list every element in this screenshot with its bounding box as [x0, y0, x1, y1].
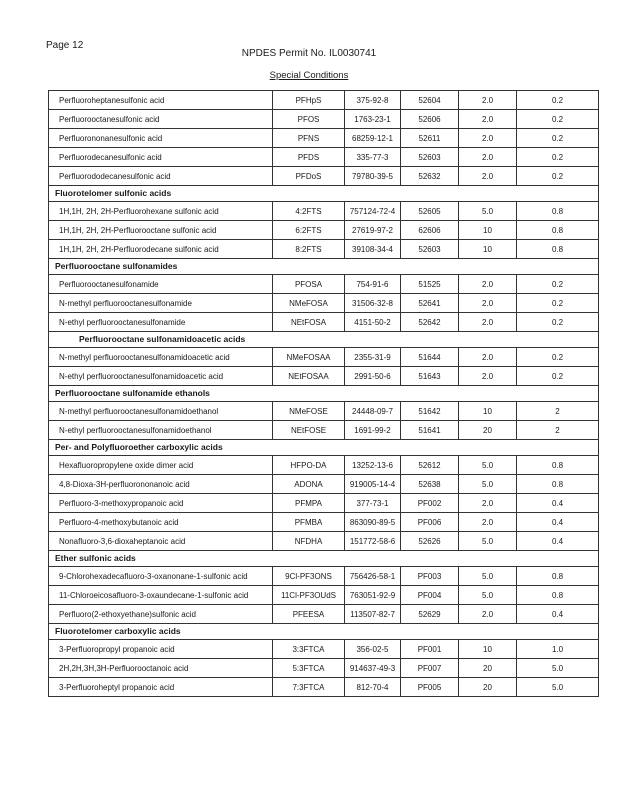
compound-name: Hexafluoropropylene oxide dimer acid [49, 456, 273, 475]
parameters-table [48, 90, 599, 697]
limit-value-2: 0.8 [517, 586, 599, 605]
compound-abbreviation: PFOSA [273, 275, 345, 294]
table-row [49, 129, 599, 148]
storet-code: 52603 [401, 148, 459, 167]
table-row [49, 475, 599, 494]
cas-number: 2355-31-9 [345, 348, 401, 367]
table-row [49, 402, 599, 421]
compound-name: N-ethyl perfluorooctanesulfonamide [49, 313, 273, 332]
compound-name: Perfluorododecanesulfonic acid [49, 167, 273, 186]
table-row [49, 586, 599, 605]
compound-abbreviation: 6:2FTS [273, 221, 345, 240]
table-section-header [49, 386, 599, 402]
cas-number: 335-77-3 [345, 148, 401, 167]
cas-number: 1763-23-1 [345, 110, 401, 129]
storet-code: 52606 [401, 110, 459, 129]
table-row [49, 313, 599, 332]
limit-value-2: 0.4 [517, 513, 599, 532]
table-row [49, 640, 599, 659]
compound-name: 2H,2H,3H,3H-Perfluorooctanoic acid [49, 659, 273, 678]
compound-name: 1H,1H, 2H, 2H-Perfluorodecane sulfonic acid [49, 240, 273, 259]
cas-number: 4151-50-2 [345, 313, 401, 332]
compound-abbreviation: PFEESA [273, 605, 345, 624]
limit-value-1: 2.0 [459, 294, 517, 313]
limit-value-2: 2 [517, 402, 599, 421]
table-section-header [49, 332, 599, 348]
compound-name: Perfluoro-3-methoxypropanoic acid [49, 494, 273, 513]
compound-abbreviation: NMeFOSA [273, 294, 345, 313]
compound-abbreviation: NMeFOSAA [273, 348, 345, 367]
limit-value-2: 5.0 [517, 659, 599, 678]
compound-abbreviation: 8:2FTS [273, 240, 345, 259]
compound-abbreviation: PFDoS [273, 167, 345, 186]
limit-value-2: 1.0 [517, 640, 599, 659]
limit-value-2: 0.8 [517, 456, 599, 475]
compound-name: N-methyl perfluorooctanesulfonamidoethanol [49, 402, 273, 421]
section-title: Perfluorooctane sulfonamides [49, 259, 599, 275]
section-title: Perfluorooctane sulfonamidoacetic acids [49, 332, 599, 348]
cas-number: 31506-32-8 [345, 294, 401, 313]
table-row [49, 348, 599, 367]
table-row [49, 221, 599, 240]
limit-value-1: 2.0 [459, 275, 517, 294]
section-title: Perfluorooctane sulfonamide ethanols [49, 386, 599, 402]
cas-number: 39108-34-4 [345, 240, 401, 259]
storet-code: PF002 [401, 494, 459, 513]
limit-value-1: 2.0 [459, 605, 517, 624]
limit-value-2: 0.2 [517, 367, 599, 386]
cas-number: 356-02-5 [345, 640, 401, 659]
compound-name: Nonafluoro-3,6-dioxaheptanoic acid [49, 532, 273, 551]
limit-value-2: 0.8 [517, 202, 599, 221]
storet-code: 51644 [401, 348, 459, 367]
compound-abbreviation: 4:2FTS [273, 202, 345, 221]
table-row [49, 240, 599, 259]
limit-value-2: 0.2 [517, 148, 599, 167]
cas-number: 113507-82-7 [345, 605, 401, 624]
section-subtitle: Special Conditions [269, 70, 349, 81]
table-row [49, 659, 599, 678]
table-body [49, 91, 599, 697]
compound-abbreviation: PFDS [273, 148, 345, 167]
limit-value-2: 0.2 [517, 275, 599, 294]
cas-number: 757124-72-4 [345, 202, 401, 221]
storet-code: 52629 [401, 605, 459, 624]
storet-code: 51642 [401, 402, 459, 421]
table-section-header [49, 551, 599, 567]
table-row [49, 532, 599, 551]
compound-abbreviation: PFOS [273, 110, 345, 129]
limit-value-2: 0.2 [517, 110, 599, 129]
compound-abbreviation: NMeFOSE [273, 402, 345, 421]
compound-name: N-ethyl perfluorooctanesulfonamidoacetic acid [49, 367, 273, 386]
cas-number: 377-73-1 [345, 494, 401, 513]
cas-number: 27619-97-2 [345, 221, 401, 240]
storet-code: PF006 [401, 513, 459, 532]
cas-number: 754-91-6 [345, 275, 401, 294]
table-row [49, 678, 599, 697]
cas-number: 756426-58-1 [345, 567, 401, 586]
limit-value-1: 2.0 [459, 148, 517, 167]
cas-number: 13252-13-6 [345, 456, 401, 475]
cas-number: 1691-99-2 [345, 421, 401, 440]
limit-value-1: 10 [459, 402, 517, 421]
storet-code: 52605 [401, 202, 459, 221]
storet-code: 51643 [401, 367, 459, 386]
table-row [49, 148, 599, 167]
table-row [49, 494, 599, 513]
compound-name: N-methyl perfluorooctanesulfonamide [49, 294, 273, 313]
compound-name: Perfluoro(2-ethoxyethane)sulfonic acid [49, 605, 273, 624]
table-row [49, 167, 599, 186]
limit-value-1: 2.0 [459, 513, 517, 532]
table-row [49, 110, 599, 129]
cas-number: 914637-49-3 [345, 659, 401, 678]
compound-name: Perfluorononanesulfonic acid [49, 129, 273, 148]
limit-value-2: 0.2 [517, 91, 599, 110]
storet-code: 52611 [401, 129, 459, 148]
limit-value-1: 2.0 [459, 110, 517, 129]
compound-abbreviation: 7:3FTCA [273, 678, 345, 697]
compound-abbreviation: 3:3FTCA [273, 640, 345, 659]
table-row [49, 567, 599, 586]
limit-value-1: 5.0 [459, 586, 517, 605]
table-row [49, 421, 599, 440]
table-row [49, 513, 599, 532]
table-section-header [49, 259, 599, 275]
table-section-header [49, 440, 599, 456]
storet-code: 52626 [401, 532, 459, 551]
cas-number: 151772-58-6 [345, 532, 401, 551]
limit-value-2: 0.2 [517, 294, 599, 313]
limit-value-1: 5.0 [459, 456, 517, 475]
limit-value-1: 2.0 [459, 129, 517, 148]
cas-number: 919005-14-4 [345, 475, 401, 494]
compound-abbreviation: NEtFOSAA [273, 367, 345, 386]
table-row [49, 605, 599, 624]
section-title: Ether sulfonic acids [49, 551, 599, 567]
storet-code: 52603 [401, 240, 459, 259]
limit-value-2: 2 [517, 421, 599, 440]
storet-code: 52632 [401, 167, 459, 186]
compound-name: 3-Perfluoroheptyl propanoic acid [49, 678, 273, 697]
compound-abbreviation: 9Cl-PF3ONS [273, 567, 345, 586]
limit-value-2: 0.4 [517, 605, 599, 624]
limit-value-1: 10 [459, 240, 517, 259]
compound-name: Perfluoro-4-methoxybutanoic acid [49, 513, 273, 532]
storet-code: 52612 [401, 456, 459, 475]
table-row [49, 367, 599, 386]
compound-name: Perfluoroheptanesulfonic acid [49, 91, 273, 110]
storet-code: 52604 [401, 91, 459, 110]
storet-code: 52642 [401, 313, 459, 332]
cas-number: 24448-09-7 [345, 402, 401, 421]
limit-value-1: 5.0 [459, 567, 517, 586]
table-row [49, 202, 599, 221]
compound-abbreviation: PFMPA [273, 494, 345, 513]
limit-value-1: 2.0 [459, 167, 517, 186]
compound-name: 3-Perfluoropropyl propanoic acid [49, 640, 273, 659]
table-row [49, 456, 599, 475]
limit-value-1: 5.0 [459, 475, 517, 494]
storet-code: 62606 [401, 221, 459, 240]
cas-number: 68259-12-1 [345, 129, 401, 148]
compound-abbreviation: 5:3FTCA [273, 659, 345, 678]
limit-value-1: 2.0 [459, 313, 517, 332]
storet-code: 52641 [401, 294, 459, 313]
storet-code: PF007 [401, 659, 459, 678]
compound-abbreviation: PFMBA [273, 513, 345, 532]
compound-name: 1H,1H, 2H, 2H-Perfluorooctane sulfonic acid [49, 221, 273, 240]
permit-number: NPDES Permit No. IL0030741 [241, 48, 377, 59]
section-title: Fluorotelomer sulfonic acids [49, 186, 599, 202]
cas-number: 812-70-4 [345, 678, 401, 697]
compound-abbreviation: NEtFOSE [273, 421, 345, 440]
limit-value-2: 0.8 [517, 221, 599, 240]
section-title: Per- and Polyfluoroether carboxylic acids [49, 440, 599, 456]
compound-abbreviation: NEtFOSA [273, 313, 345, 332]
limit-value-1: 10 [459, 221, 517, 240]
limit-value-1: 2.0 [459, 367, 517, 386]
compound-name: N-methyl perfluorooctanesulfonamidoacetic acid [49, 348, 273, 367]
storet-code: PF004 [401, 586, 459, 605]
limit-value-2: 0.4 [517, 532, 599, 551]
compound-abbreviation: HFPO-DA [273, 456, 345, 475]
compound-abbreviation: PFNS [273, 129, 345, 148]
limit-value-2: 0.2 [517, 313, 599, 332]
limit-value-2: 0.2 [517, 348, 599, 367]
limit-value-1: 20 [459, 678, 517, 697]
limit-value-1: 20 [459, 659, 517, 678]
storet-code: PF001 [401, 640, 459, 659]
compound-name: N-ethyl perfluorooctanesulfonamidoethanol [49, 421, 273, 440]
compound-name: 9-Chlorohexadecafluoro-3-oxanonane-1-sulfonic acid [49, 567, 273, 586]
limit-value-1: 10 [459, 640, 517, 659]
limit-value-1: 5.0 [459, 202, 517, 221]
compound-name: 1H,1H, 2H, 2H-Perfluorohexane sulfonic acid [49, 202, 273, 221]
compound-name: Perfluorooctanesulfonic acid [49, 110, 273, 129]
compound-abbreviation: PFHpS [273, 91, 345, 110]
storet-code: PF005 [401, 678, 459, 697]
limit-value-2: 5.0 [517, 678, 599, 697]
table-row [49, 275, 599, 294]
table-section-header [49, 624, 599, 640]
storet-code: 51525 [401, 275, 459, 294]
storet-code: 51641 [401, 421, 459, 440]
compound-name: 4,8-Dioxa-3H-perfluorononanoic acid [49, 475, 273, 494]
table-row [49, 91, 599, 110]
compound-abbreviation: ADONA [273, 475, 345, 494]
limit-value-1: 2.0 [459, 494, 517, 513]
compound-abbreviation: 11Cl-PF3OUdS [273, 586, 345, 605]
compound-abbreviation: NFDHA [273, 532, 345, 551]
table-row [49, 294, 599, 313]
section-title: Fluorotelomer carboxylic acids [49, 624, 599, 640]
table-section-header [49, 186, 599, 202]
limit-value-2: 0.2 [517, 129, 599, 148]
compound-name: Perfluorooctanesulfonamide [49, 275, 273, 294]
limit-value-1: 5.0 [459, 532, 517, 551]
limit-value-2: 0.8 [517, 240, 599, 259]
compound-name: 11-Chloroeicosafluoro-3-oxaundecane-1-sulfonic acid [49, 586, 273, 605]
limit-value-1: 20 [459, 421, 517, 440]
cas-number: 763051-92-9 [345, 586, 401, 605]
parameters-table-container [48, 90, 598, 697]
cas-number: 375-92-8 [345, 91, 401, 110]
limit-value-2: 0.8 [517, 567, 599, 586]
cas-number: 79780-39-5 [345, 167, 401, 186]
cas-number: 863090-89-5 [345, 513, 401, 532]
compound-name: Perfluorodecanesulfonic acid [49, 148, 273, 167]
cas-number: 2991-50-6 [345, 367, 401, 386]
limit-value-2: 0.2 [517, 167, 599, 186]
limit-value-2: 0.8 [517, 475, 599, 494]
limit-value-1: 2.0 [459, 348, 517, 367]
storet-code: PF003 [401, 567, 459, 586]
storet-code: 52638 [401, 475, 459, 494]
limit-value-2: 0.4 [517, 494, 599, 513]
page-number: Page 12 [46, 40, 84, 51]
limit-value-1: 2.0 [459, 91, 517, 110]
